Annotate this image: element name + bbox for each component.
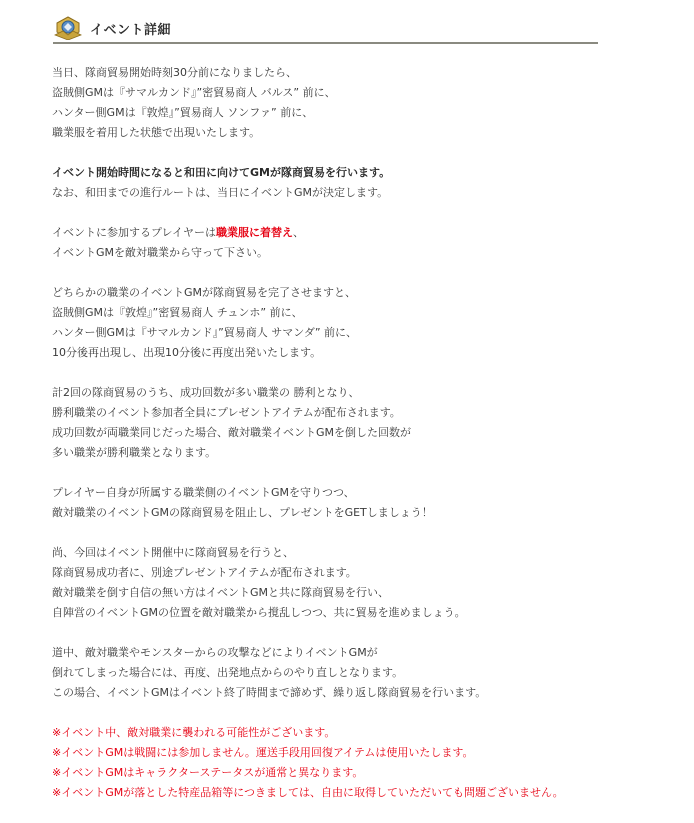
- paragraph-completion: [52, 283, 652, 363]
- text-line: 敵対職業を倒す自信の無い方はイベントGMと共に隊商貿易を行い、: [52, 586, 390, 599]
- text-line: この場合、イベントGMはイベント終了時間まで諦めず、繰り返し隊商貿易を行います。: [52, 686, 487, 699]
- paragraph-schedule: [52, 63, 652, 143]
- paragraph-start: [52, 163, 652, 203]
- note-item: ※イベントGMは戦闘には参加しません。運送手段用回復アイテムは使用いたします。: [52, 746, 474, 759]
- paragraph-defeat: [52, 643, 652, 703]
- text-segment: 、: [293, 226, 305, 239]
- note-item: ※イベント中、敵対職業に襲われる可能性がございます。: [52, 726, 336, 739]
- text-line: どちらかの職業のイベントGMが隊商貿易を完了させますと、: [52, 286, 357, 299]
- section-header: [53, 12, 598, 44]
- text-line: 職業服を着用した状態で出現いたします。: [52, 126, 261, 139]
- text-line: 道中、敵対職業やモンスターからの攻撃などによりイベントGMが: [52, 646, 378, 659]
- text-line: イベントGMを敵対職業から守って下さい。: [52, 246, 269, 259]
- text-line: 倒れてしまった場合には、再度、出発地点からのやり直しとなります。: [52, 666, 404, 679]
- text-line: 自陣営のイベントGMの位置を敵対職業から撹乱しつつ、共に貿易を進めましょう。: [52, 606, 466, 619]
- page-title: イベント詳細: [90, 23, 172, 38]
- text-line: 計2回の隊商貿易のうち、成功回数が多い職業の 勝利となり、: [52, 386, 360, 399]
- text-line: ハンター側GMは『敦煌』”貿易商人 ソンファ” 前に、: [52, 106, 314, 119]
- text-line: プレイヤー自身が所属する職業側のイベントGMを守りつつ、: [52, 486, 355, 499]
- text-line: 成功回数が両職業同じだった場合、敵対職業イベントGMを倒した回数が: [52, 426, 412, 439]
- paragraph-participation: [52, 223, 652, 263]
- event-details-body: [52, 63, 652, 823]
- paragraph-victory: [52, 383, 652, 463]
- text-line: 当日、隊商貿易開始時刻30分前になりましたら、: [52, 66, 297, 79]
- highlight-text: 職業服に着替え: [216, 226, 294, 239]
- text-line: ハンター側GMは『サマルカンド』”貿易商人 サマンダ” 前に、: [52, 326, 358, 339]
- text-line: 10分後再出現し、出現10分後に再度出発いたします。: [52, 346, 322, 359]
- paragraph-bonus: [52, 543, 652, 623]
- text-line: 盗賊側GMは『敦煌』”密貿易商人 チュンホ” 前に、: [52, 306, 303, 319]
- note-item: ※イベントGMが落とした特産品箱等につきましては、自由に取得していただいても問題ございません。: [52, 786, 564, 799]
- text-line: 勝利職業のイベント参加者全員にプレゼントアイテムが配布されます。: [52, 406, 401, 419]
- notes-list: [52, 723, 652, 803]
- text-line: なお、和田までの進行ルートは、当日にイベントGMが決定します。: [52, 186, 389, 199]
- emphasis-line: イベント開始時間になると和田に向けてGMが隊商貿易を行います。: [52, 166, 391, 179]
- text-line: [52, 223, 652, 243]
- text-segment: イベントに参加するプレイヤーは: [52, 226, 217, 239]
- text-line: 尚、今回はイベント開催中に隊商貿易を行うと、: [52, 546, 294, 559]
- emblem-icon: [53, 14, 83, 40]
- text-line: 敵対職業のイベントGMの隊商貿易を阻止し、プレゼントをGETしましょう！: [52, 506, 433, 519]
- text-line: 多い職業が勝利職業となります。: [52, 446, 217, 459]
- note-item: ※イベントGMはキャラクターステータスが通常と異なります。: [52, 766, 364, 779]
- text-line: 盗賊側GMは『サマルカンド』”密貿易商人 バルス” 前に、: [52, 86, 336, 99]
- paragraph-goal: [52, 483, 652, 523]
- text-line: 隊商貿易成功者に、別途プレゼントアイテムが配布されます。: [52, 566, 357, 579]
